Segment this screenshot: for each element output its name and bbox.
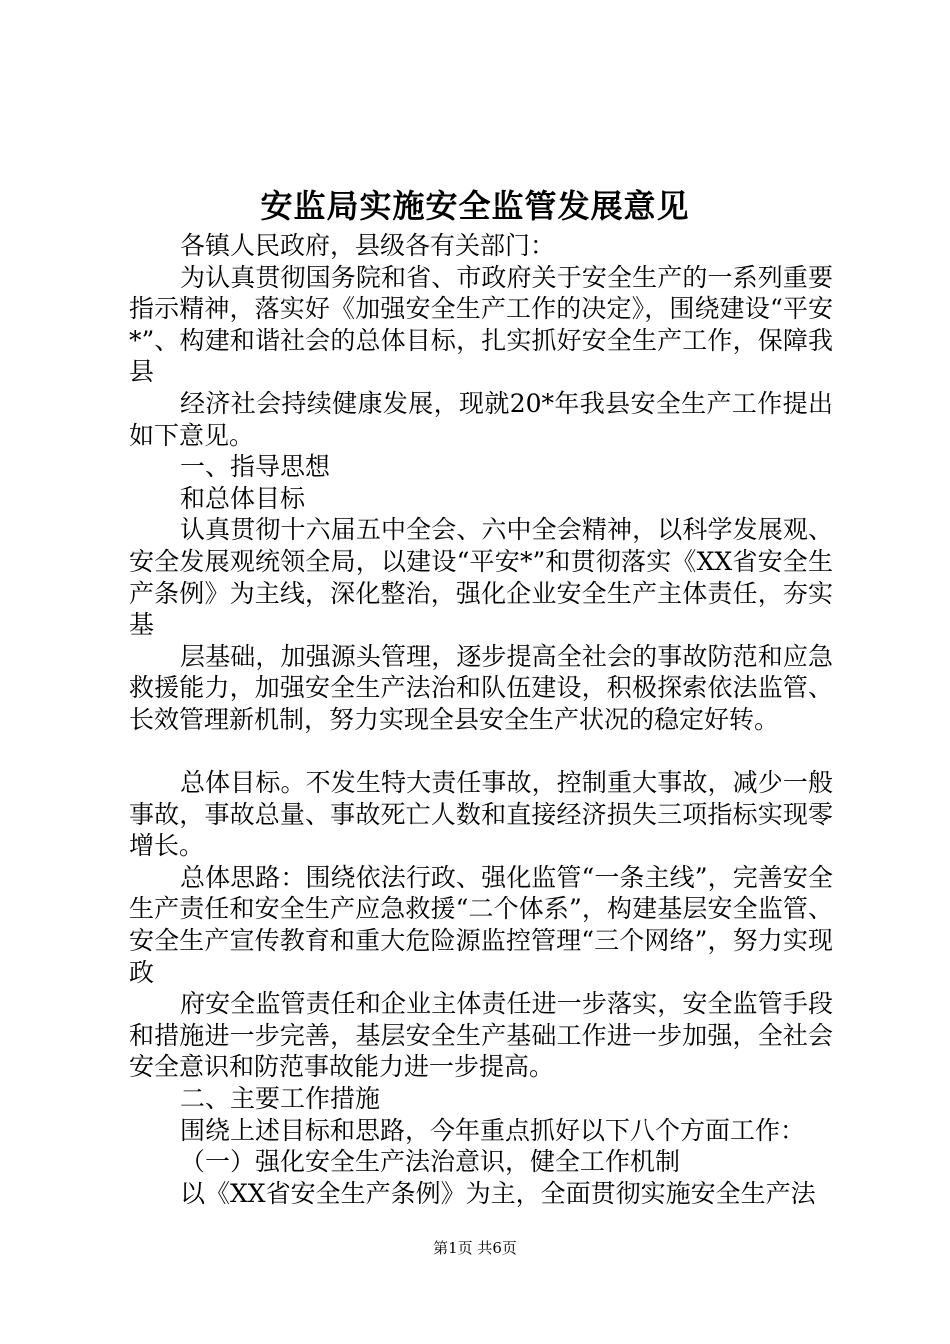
paragraph-overall-approach: 总体思路：围绕依法行政、强化监管“一条主线”，完善安全生产责任和安全生产应急救援“二个体系”，构建基层安全监管、安全生产宣传教育和重大危险源监控管理“三个网络”，努力实现政 (129, 862, 833, 987)
paragraph-guiding-thought-continued: 层基础，加强源头管理，逐步提高全社会的事故防范和应急救援能力，加强安全生产法治和队伍建设，积极探索依法监管、长效管理新机制，努力实现全县安全生产状况的稳定好转。 (129, 641, 833, 734)
section-heading-1: 一、指导思想 (180, 452, 331, 482)
document-body (129, 230, 833, 1209)
paragraph-overall-goal: 总体目标。不发生特大责任事故，控制重大事故，减少一般事故，事故总量、事故死亡人数和直接经济损失三项指标实现零增长。 (129, 768, 833, 861)
paragraph-law-implementation: 以《XX省安全生产条例》为主，全面贯彻实施安全生产法 (180, 1178, 816, 1208)
subsection-heading-1: （一）强化安全生产法治意识，健全工作机制 (180, 1147, 681, 1177)
paragraph-guiding-thought: 认真贯彻十六届五中全会、六中全会精神，以科学发展观、安全发展观统领全局，以建设“平安*”和贯彻落实《XX省安全生产条例》为主线，深化整治，强化企业安全生产主体责任，夯实基 (129, 515, 833, 640)
paragraph-spacer (129, 736, 833, 768)
paragraph-intro: 为认真贯彻国务院和省、市政府关于安全生产的一系列重要指示精神，落实好《加强安全生产工作的决定》，围绕建设“平安*”、构建和谐社会的总体目标，扎实抓好安全生产工作，保障我县 (129, 262, 833, 387)
paragraph-overall-approach-continued: 府安全监管责任和企业主体责任进一步落实，安全监管手段和措施进一步完善，基层安全生产基础工作进一步加强，全社会安全意识和防范事故能力进一步提高。 (129, 989, 833, 1082)
section-heading-2: 二、主要工作措施 (180, 1084, 381, 1114)
section-heading-1-continued: 和总体目标 (180, 483, 306, 513)
paragraph-salutation: 各镇人民政府，县级各有关部门： (180, 231, 556, 260)
paragraph-intro-continued: 经济社会持续健康发展，现就20*年我县安全生产工作提出如下意见。 (129, 388, 833, 450)
document-title: 安监局实施安全监管发展意见 (260, 187, 690, 225)
paragraph-measures-intro: 围绕上述目标和思路，今年重点抓好以下八个方面工作： (180, 1115, 806, 1145)
page-number-footer: 第1页 共6页 (433, 1239, 517, 1257)
